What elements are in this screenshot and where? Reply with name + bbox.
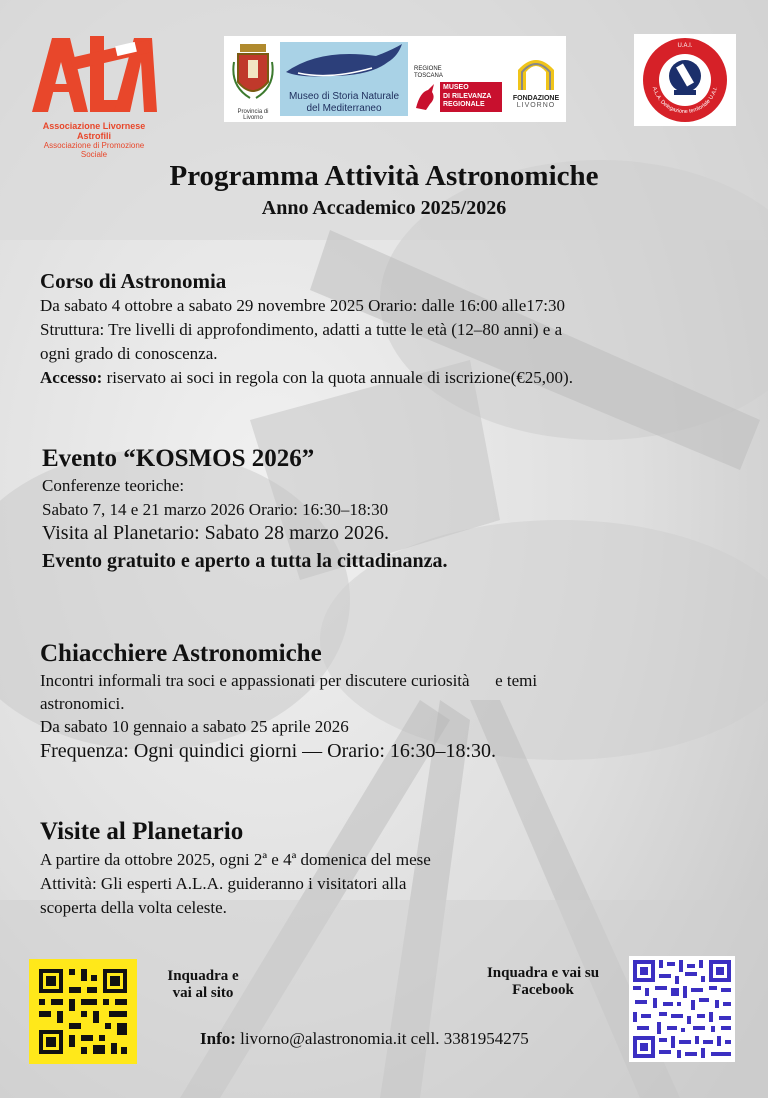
regione-r1: REGIONE (414, 66, 442, 72)
uai-ring-text: A.L.A. Delegazione territoriale U.A.I. (650, 86, 720, 116)
museo-logo (280, 42, 408, 116)
qr-site[interactable] (29, 959, 137, 1064)
museo-line2: del Mediterraneo (306, 103, 382, 114)
qr-code-icon (29, 959, 137, 1064)
visite-line3: scoperta della volta celeste. (40, 898, 227, 917)
corso-heading: Corso di Astronomia (40, 269, 227, 293)
access-text: riservato ai soci in regola con la quota annuale di iscrizione(€25,00). (102, 368, 573, 387)
fb-caption-1: Inquadra e vai su (486, 965, 600, 981)
fb-caption-2: Facebook (512, 982, 574, 998)
visite-line2: Attività: Gli esperti A.L.A. guideranno i visitatori alla (40, 874, 407, 893)
kosmos-line3: Visita al Planetario: Sabato 28 marzo 2026. (42, 522, 390, 544)
pegasus-icon (414, 82, 438, 112)
regione-logo (414, 66, 506, 116)
ala-subtitle: Associazione di Promozione Sociale (43, 141, 145, 159)
info-line (200, 1029, 529, 1049)
corso-access (40, 368, 573, 388)
regione-r2: TOSCANA (414, 73, 443, 79)
kosmos-line1: Conferenze teoriche: (42, 476, 185, 495)
kosmos-line2: Sabato 7, 14 e 21 marzo 2026 Orario: 16:30–18:30 (42, 500, 389, 519)
visite-line1: A partire da ottobre 2025, ogni 2ª e 4ª domenica del mese (40, 850, 431, 869)
chiacchiere-line4: Frequenza: Ogni quindici giorni — Orario: 16:30–18:30. (40, 740, 497, 762)
page-subtitle: Anno Accademico 2025/2026 (261, 197, 507, 219)
qr-code-facebook-icon (629, 956, 735, 1062)
qr-facebook[interactable] (629, 956, 735, 1062)
site-caption (148, 968, 258, 1002)
kosmos-line4: Evento gratuito e aperto a tutta la cittadinanza. (42, 550, 448, 572)
chiacchiere-heading: Chiacchiere Astronomiche (40, 640, 322, 667)
access-label: Accesso: (40, 368, 103, 387)
page-title: Programma Attività Astronomiche (169, 160, 599, 192)
corso-line3: ogni grado di conoscenza. (40, 344, 218, 363)
visite-heading: Visite al Planetario (40, 818, 244, 845)
uai-emblem-icon (634, 34, 736, 126)
ala-logo (30, 32, 158, 159)
regione-m3: REGIONALE (443, 101, 485, 108)
site-caption-2: vai al sito (172, 985, 234, 1001)
corso-line1: Da sabato 4 ottobre a sabato 29 novembre 2025 Orario: dalle 16:00 alle17:30 (40, 296, 565, 315)
kosmos-heading: Evento “KOSMOS 2026” (42, 445, 315, 472)
corso-line2: Struttura: Tre livelli di approfondimento, adatti a tutte le età (12–80 anni) e a (40, 320, 563, 339)
ala-telescope-icon (30, 32, 158, 114)
crest-icon (230, 42, 276, 104)
uai-badge (634, 34, 736, 126)
fondazione-l2: LIVORNO (516, 102, 556, 109)
whale-icon (280, 42, 408, 86)
chiacchiere-line3: Da sabato 10 gennaio a sabato 25 aprile 2026 (40, 717, 349, 736)
partner-logos (224, 36, 566, 122)
fondazione-l1: FONDAZIONE (512, 95, 560, 102)
ala-name: Associazione Livornese Astrofili (42, 121, 146, 141)
site-caption-1: Inquadra e (167, 968, 239, 984)
comune-caption: Provincia di Livorno (237, 109, 269, 121)
museo-line1: Museo di Storia Naturale (288, 91, 400, 102)
chiacchiere-line1: Incontri informali tra soci e appassionati per discutere curiosità e temi (40, 671, 538, 690)
comune-crest (230, 42, 276, 121)
chiacchiere-line2: astronomici. (40, 694, 125, 713)
fondazione-logo (508, 52, 564, 116)
regione-m2: DI RILEVANZA (443, 92, 492, 100)
info-contact[interactable]: livorno@alastronomia.it cell. 3381954275 (235, 1029, 529, 1048)
uai-top-text: U.A.I. (677, 43, 693, 49)
regione-m1: MUSEO (443, 84, 469, 91)
info-label: Info: (200, 1029, 236, 1048)
fb-caption (468, 965, 618, 999)
arch-icon (508, 52, 564, 90)
